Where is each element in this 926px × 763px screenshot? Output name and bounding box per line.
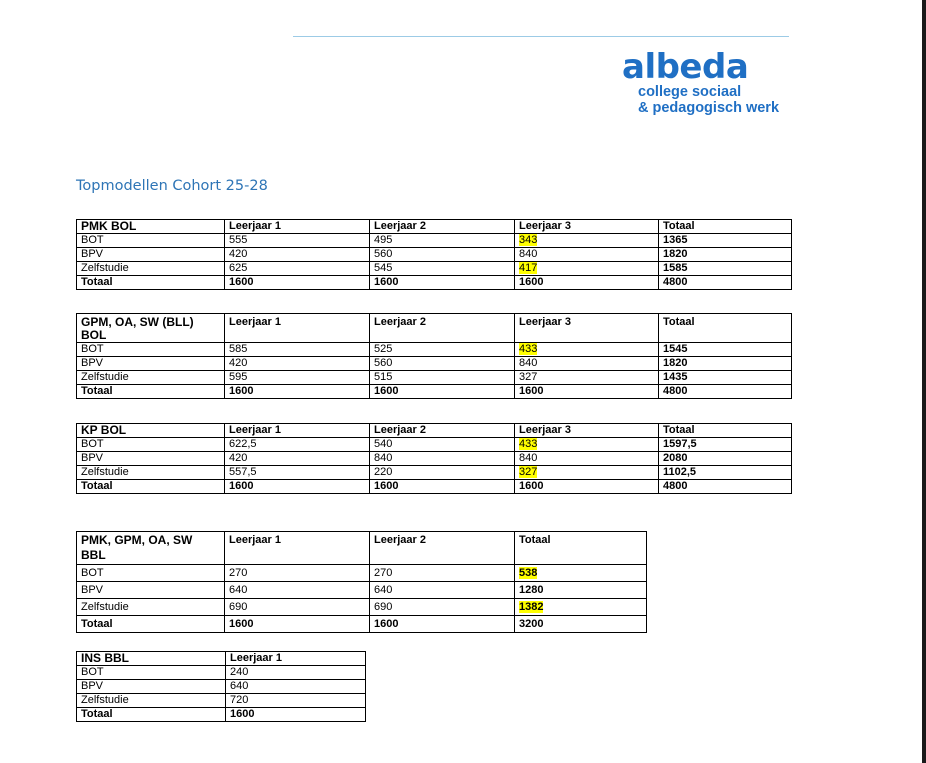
row-label: BOT bbox=[77, 666, 226, 680]
row-total: 1585 bbox=[659, 262, 792, 276]
table-cell: 1600 bbox=[370, 385, 515, 399]
row-label: BOT bbox=[77, 565, 225, 582]
table-cell: 420 bbox=[225, 452, 370, 466]
table-total-row bbox=[77, 480, 792, 494]
column-header: Totaal bbox=[659, 220, 792, 234]
table-cell: 1600 bbox=[226, 708, 366, 722]
table-cell: 690 bbox=[370, 599, 515, 616]
albeda-logo bbox=[622, 47, 792, 116]
row-label: BPV bbox=[77, 357, 225, 371]
row-label: BPV bbox=[77, 680, 226, 694]
table-cell: 555 bbox=[225, 234, 370, 248]
column-header: Totaal bbox=[515, 532, 647, 565]
table-total-row bbox=[77, 708, 366, 722]
table-cell: 545 bbox=[370, 262, 515, 276]
table-row bbox=[77, 248, 792, 262]
table-row bbox=[77, 565, 647, 582]
row-label: BPV bbox=[77, 248, 225, 262]
table-row bbox=[77, 438, 792, 452]
highlighted-value: 1382 bbox=[519, 601, 544, 613]
table-cell: 1600 bbox=[225, 385, 370, 399]
table-pmk-bol bbox=[76, 219, 792, 290]
column-header: Leerjaar 1 bbox=[225, 532, 370, 565]
table-total-row bbox=[77, 276, 792, 290]
row-label: Zelfstudie bbox=[77, 371, 225, 385]
table-header-row bbox=[77, 424, 792, 438]
table-cell: 690 bbox=[225, 599, 370, 616]
page-edge bbox=[922, 0, 926, 763]
column-header: Leerjaar 2 bbox=[370, 314, 515, 343]
row-total bbox=[515, 599, 647, 616]
table-cell: 1600 bbox=[515, 276, 659, 290]
row-label: BPV bbox=[77, 582, 225, 599]
table-cell: 622,5 bbox=[225, 438, 370, 452]
row-label: BOT bbox=[77, 343, 225, 357]
table-row bbox=[77, 234, 792, 248]
highlighted-value: 538 bbox=[519, 567, 538, 579]
row-label: Totaal bbox=[77, 708, 226, 722]
table-pmk-gpm-oa-sw-bbl bbox=[76, 531, 647, 633]
table-cell: 515 bbox=[370, 371, 515, 385]
row-total bbox=[515, 565, 647, 582]
table-cell: 840 bbox=[515, 357, 659, 371]
document-title: Topmodellen Cohort 25-28 bbox=[76, 178, 268, 194]
table-cell: 640 bbox=[225, 582, 370, 599]
row-label: BOT bbox=[77, 234, 225, 248]
column-header: Totaal bbox=[659, 424, 792, 438]
table-row bbox=[77, 466, 792, 480]
table-cell bbox=[515, 234, 659, 248]
table-cell bbox=[515, 343, 659, 357]
table-cell: 640 bbox=[370, 582, 515, 599]
table-title: PMK BOL bbox=[77, 220, 225, 234]
table-cell: 495 bbox=[370, 234, 515, 248]
highlighted-value: 433 bbox=[519, 438, 538, 450]
table-row bbox=[77, 582, 647, 599]
row-label: BOT bbox=[77, 438, 225, 452]
row-label: Zelfstudie bbox=[77, 262, 225, 276]
table-cell: 840 bbox=[515, 452, 659, 466]
table-cell: 270 bbox=[225, 565, 370, 582]
row-total: 2080 bbox=[659, 452, 792, 466]
row-total: 1820 bbox=[659, 248, 792, 262]
table-row bbox=[77, 666, 366, 680]
column-header: Totaal bbox=[659, 314, 792, 343]
row-total: 1365 bbox=[659, 234, 792, 248]
column-header: Leerjaar 3 bbox=[515, 424, 659, 438]
table-cell: 585 bbox=[225, 343, 370, 357]
table-row bbox=[77, 262, 792, 276]
column-header: Leerjaar 1 bbox=[225, 220, 370, 234]
column-header: Leerjaar 1 bbox=[226, 652, 366, 666]
table-cell: 1600 bbox=[225, 276, 370, 290]
row-label: Zelfstudie bbox=[77, 466, 225, 480]
row-total: 1280 bbox=[515, 582, 647, 599]
row-total: 3200 bbox=[515, 616, 647, 633]
table-cell: 840 bbox=[370, 452, 515, 466]
table-cell: 1600 bbox=[370, 480, 515, 494]
table-cell: 1600 bbox=[370, 616, 515, 633]
table-row bbox=[77, 357, 792, 371]
row-total: 1435 bbox=[659, 371, 792, 385]
table-row bbox=[77, 680, 366, 694]
row-label: BPV bbox=[77, 452, 225, 466]
table-row bbox=[77, 694, 366, 708]
table-cell: 525 bbox=[370, 343, 515, 357]
header-rule bbox=[293, 36, 789, 37]
row-total: 1597,5 bbox=[659, 438, 792, 452]
table-title: GPM, OA, SW (BLL) BOL bbox=[77, 314, 225, 343]
table-ins-bbl bbox=[76, 651, 366, 722]
table-title: KP BOL bbox=[77, 424, 225, 438]
table-cell: 560 bbox=[370, 248, 515, 262]
highlighted-value: 343 bbox=[519, 234, 538, 246]
table-cell bbox=[515, 262, 659, 276]
table-header-row bbox=[77, 652, 366, 666]
table-row bbox=[77, 599, 647, 616]
table-header-row bbox=[77, 532, 647, 565]
table-cell: 557,5 bbox=[225, 466, 370, 480]
table-cell: 327 bbox=[515, 371, 659, 385]
table-cell: 840 bbox=[515, 248, 659, 262]
table-row bbox=[77, 343, 792, 357]
column-header: Leerjaar 2 bbox=[370, 532, 515, 565]
table-cell bbox=[515, 466, 659, 480]
logo-line-2: & pedagogisch werk bbox=[638, 100, 780, 116]
row-label: Totaal bbox=[77, 385, 225, 399]
highlighted-value: 417 bbox=[519, 262, 538, 274]
column-header: Leerjaar 2 bbox=[370, 220, 515, 234]
logo-wordmark: albeda bbox=[622, 47, 749, 87]
table-header-row bbox=[77, 314, 792, 343]
table-cell: 595 bbox=[225, 371, 370, 385]
table-kp-bol bbox=[76, 423, 792, 494]
table-cell: 420 bbox=[225, 357, 370, 371]
highlighted-value: 327 bbox=[519, 466, 538, 478]
table-cell: 420 bbox=[225, 248, 370, 262]
row-total: 1545 bbox=[659, 343, 792, 357]
table-cell: 1600 bbox=[225, 480, 370, 494]
table-total-row bbox=[77, 616, 647, 633]
table-cell: 240 bbox=[226, 666, 366, 680]
table-cell: 1600 bbox=[225, 616, 370, 633]
table-cell: 640 bbox=[226, 680, 366, 694]
row-label: Totaal bbox=[77, 616, 225, 633]
column-header: Leerjaar 1 bbox=[225, 424, 370, 438]
row-label: Totaal bbox=[77, 480, 225, 494]
row-total: 4800 bbox=[659, 480, 792, 494]
row-label: Zelfstudie bbox=[77, 694, 226, 708]
table-title: INS BBL bbox=[77, 652, 226, 666]
table-gpm-oa-sw-bol bbox=[76, 313, 792, 399]
row-label: Totaal bbox=[77, 276, 225, 290]
table-cell: 625 bbox=[225, 262, 370, 276]
table-cell: 560 bbox=[370, 357, 515, 371]
table-row bbox=[77, 452, 792, 466]
table-cell: 1600 bbox=[370, 276, 515, 290]
logo-line-1: college sociaal bbox=[638, 84, 742, 100]
table-cell: 720 bbox=[226, 694, 366, 708]
table-cell: 220 bbox=[370, 466, 515, 480]
row-total: 1820 bbox=[659, 357, 792, 371]
row-total: 1102,5 bbox=[659, 466, 792, 480]
table-cell bbox=[515, 438, 659, 452]
table-cell: 1600 bbox=[515, 385, 659, 399]
table-title: PMK, GPM, OA, SW BBL bbox=[77, 532, 225, 565]
column-header: Leerjaar 1 bbox=[225, 314, 370, 343]
table-cell: 540 bbox=[370, 438, 515, 452]
table-cell: 1600 bbox=[515, 480, 659, 494]
row-total: 4800 bbox=[659, 385, 792, 399]
row-total: 4800 bbox=[659, 276, 792, 290]
table-cell: 270 bbox=[370, 565, 515, 582]
table-header-row bbox=[77, 220, 792, 234]
column-header: Leerjaar 3 bbox=[515, 314, 659, 343]
table-row bbox=[77, 371, 792, 385]
column-header: Leerjaar 3 bbox=[515, 220, 659, 234]
table-total-row bbox=[77, 385, 792, 399]
highlighted-value: 433 bbox=[519, 343, 538, 355]
row-label: Zelfstudie bbox=[77, 599, 225, 616]
column-header: Leerjaar 2 bbox=[370, 424, 515, 438]
